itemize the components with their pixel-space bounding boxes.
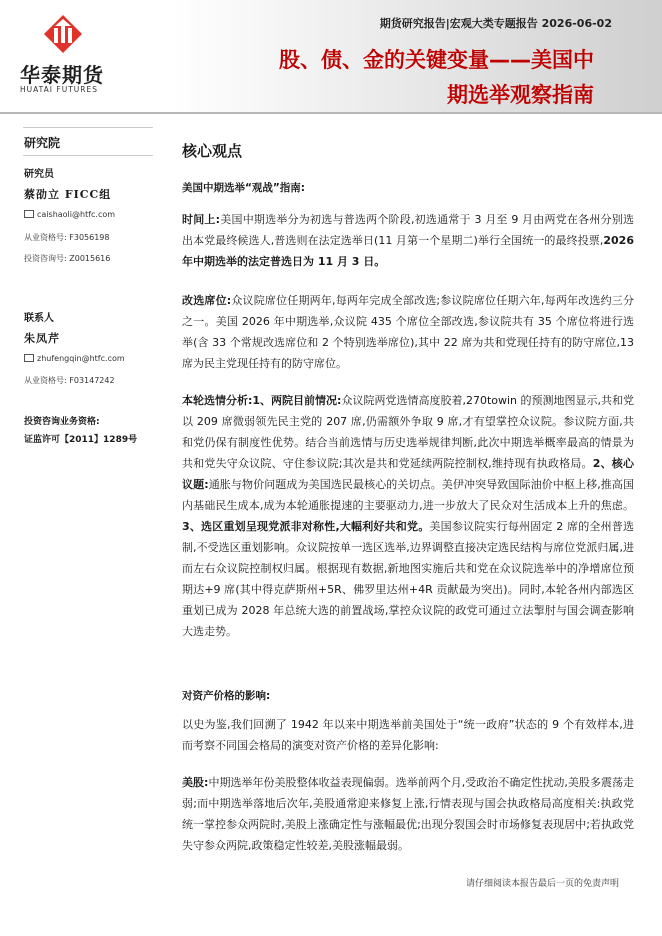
timing-body: 美国中期选举分为初选与普选两个阶段,初选通常于 3 月至 9 月由两党在各州分别选出本党最终候选人,普选则在法定选举日(11 月第一个星期二)举行全国统一的最终投票, xyxy=(182,213,634,247)
section-title: 核心观点 xyxy=(182,142,243,160)
paragraph-stocks xyxy=(182,772,634,856)
disclaimer-note: 请仔细阅读本报告最后一页的免责声明 xyxy=(465,879,619,889)
header-divider xyxy=(0,112,662,114)
department-label: 研究院 xyxy=(24,136,61,150)
contact-email-row xyxy=(24,354,125,363)
analysis-label-3: 3、选区重划呈现党派非对称性,大幅利好共和党。 xyxy=(182,520,430,533)
qualification-number: F3056198 xyxy=(69,233,110,242)
contact-email: zhufengqin@htfc.com xyxy=(37,354,125,363)
researcher-email: caishaoli@htfc.com xyxy=(37,210,116,219)
paragraph-timing xyxy=(182,209,634,272)
analysis-label: 本轮选情分析:1、两院目前情况: xyxy=(182,394,342,407)
sidebar-rule xyxy=(23,155,153,156)
asset-impact-title: 对资产价格的影响: xyxy=(182,690,271,702)
researcher-qualification xyxy=(24,232,109,243)
researcher-heading: 研究员 xyxy=(24,169,54,180)
qualification-label: 从业资格号: xyxy=(24,376,67,385)
stocks-body: 中期选举年份美股整体收益表现偏弱。选举前两个月,受政治不确定性扰动,美股多震荡走弱;而中期选举落地后次年,美股通常迎来修复上涨,行情表现与国会执政格局高度相关:执政党统一掌控参众两院时,美股上涨确定性与涨幅最优;出现分裂国会时市场修复表现居中;若执政党失守参众两院,政策稳定性较差,美股涨幅最弱。 xyxy=(182,776,634,852)
contact-heading: 联系人 xyxy=(24,313,54,324)
invest-consult-label: 投资咨询号: xyxy=(24,254,67,263)
report-title-line2: 期选举观察指南 xyxy=(447,83,594,107)
researcher-invest-consult xyxy=(24,253,110,264)
company-name-en: HUATAI FUTURES xyxy=(20,85,98,94)
analysis-body-1: 众议院两党选情高度胶着,270towin 的预测地图显示,共和党以 209 席微弱领先民主党的 207 席,仍需额外争取 9 席,才有望掌控众议院。参议院方面,共和党仍保有制度性优势。结合当前选情与历史选举规律判断,此次中期选举概率最高的情景为共和党失守众议院、守住参议院;其次是共和党延续两院控制权,维持现有执政格局。 xyxy=(182,394,635,470)
sidebar-rule-top xyxy=(23,127,153,128)
analysis-label-2: 2、核心议题: xyxy=(182,457,634,491)
mail-icon xyxy=(24,210,34,218)
qualification-number: F03147242 xyxy=(69,376,115,385)
license-line2: 证监许可【2011】1289号 xyxy=(24,435,138,445)
guide-title: 美国中期选举“观战”指南: xyxy=(182,182,306,194)
license-line1: 投资咨询业务资格: xyxy=(24,417,100,427)
mail-icon xyxy=(24,354,34,362)
researcher-email-row xyxy=(24,210,115,219)
seats-body: 众议院席位任期两年,每两年完成全部改选;参议院席位任期六年,每两年改选约三分之一。美国 2026 年中期选举,众议院 435 个席位全部改选,参议院共有 35 个席位将进行选举(含 33 个常规改选席位和 2 个特别选举席位),其中 22 席为共和党现任持有的防守席位,13 席为民主党现任持有的防守席位。 xyxy=(182,294,634,370)
timing-label: 时间上: xyxy=(182,213,221,226)
seats-label: 改选席位: xyxy=(182,294,232,307)
stocks-label: 美股: xyxy=(182,776,209,789)
report-title-line1: 股、债、金的关键变量——美国中 xyxy=(279,48,594,72)
researcher-name: 蔡劭立 FICC组 xyxy=(24,188,112,201)
paragraph-seats xyxy=(182,290,634,374)
company-name-cn: 华泰期货 xyxy=(20,63,104,87)
invest-consult-number: Z0015616 xyxy=(69,254,111,263)
qualification-label: 从业资格号: xyxy=(24,233,67,242)
history-body: 以史为鉴,我们回溯了 1942 年以来中期选举前美国处于“统一政府”状态的 9 个有效样本,进而考察不同国会格局的演变对资产价格的差异化影响: xyxy=(182,718,634,752)
contact-qualification xyxy=(24,375,115,386)
analysis-body-3: 美国参议院实行每州固定 2 席的全州普选制,不受选区重划影响。众议院按单一选区选举,边界调整直接决定选民结构与席位党派归属,进而左右众议院控制权归属。根据现有数据,新地图实施后共和党在众议院选举中的净增席位预期达+9 席(其中得克萨斯州+5R、佛罗里达州+4R 贡献最为突出)。同时,本轮各州内部选区重划已成为 2028 年总统大选的前置战场,掌控众议院的政党可通过立法掣肘与国会调查影响大选走势。 xyxy=(182,520,634,638)
timing-highlight: 2026 年中期选举的法定普选日为 11 月 3 日。 xyxy=(182,234,634,268)
analysis-body-2: 通胀与物价问题成为美国选民最核心的关切点。美伊冲突导致国际油价中枢上移,推高国内基础民生成本,成为本轮通胀提速的主要驱动力,进一步放大了民众对生活成本上升的焦虑。 xyxy=(182,478,634,512)
report-series: 期货研究报告|宏观大类专题报告 2026-06-02 xyxy=(379,17,612,30)
huatai-logo-icon xyxy=(43,14,83,54)
paragraph-analysis xyxy=(182,390,634,642)
paragraph-history xyxy=(182,714,634,756)
contact-name: 朱凤芹 xyxy=(24,332,60,345)
